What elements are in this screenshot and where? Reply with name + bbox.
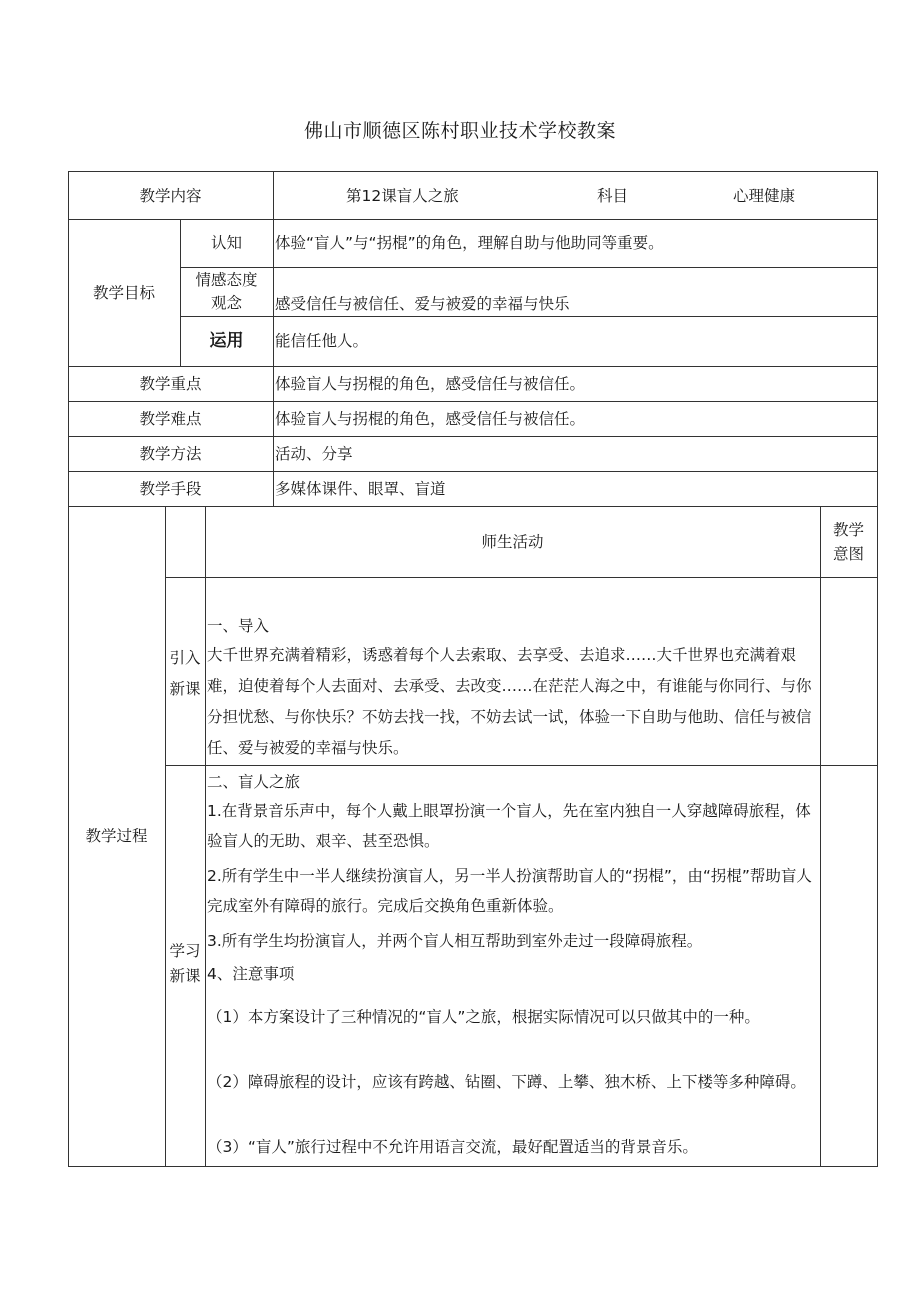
col-line [165,506,166,1166]
row-line [68,506,878,507]
objective-emotion-text: 感受信任与被信任、爱与被爱的幸福与快乐 [275,295,570,313]
means-text: 多媒体课件、眼罩、盲道 [275,480,446,498]
subject-label: 科目 [597,187,629,205]
row-line [68,219,878,220]
process-label: 教学过程 [85,827,148,845]
row-line [180,316,878,317]
learn-label: 学习 [169,942,201,960]
row-line [165,577,878,578]
content-label: 教学内容 [139,187,202,205]
row-line [165,765,878,766]
note-item: （2）障碍旅程的设计，应该有跨越、钻圈、下蹲、上攀、独木桥、上下楼等多种障碍。 [207,1073,806,1091]
objective-apply-text: 能信任他人。 [275,332,369,350]
learn-label: 新课 [169,967,201,985]
col-line [273,171,274,506]
intro-body: 大千世界充满着精彩，诱惑着每个人去索取、去享受、去追求……大千世界也充满着艰难，迫使着每个人去面对、去承受、去改变……在茫茫人海之中，有谁能与你同行、与你分担忧愁、与你快乐？不妨去找一找，不妨去试一试，体验一下自助与他助、信任与被信任、爱与被爱的幸福与快乐。 [207,646,812,757]
row-line [180,267,878,268]
objective-cognition-label: 认知 [210,234,242,252]
col-line [205,506,206,1166]
intro-heading: 一、导入 [207,617,270,635]
activity-header: 师生活动 [481,533,544,551]
intent-header: 意图 [832,545,864,563]
objective-cognition-text: 体验“盲人”与“拐棍”的角色，理解自助与他助同等重要。 [275,234,664,252]
row-line [68,401,878,402]
note-item: （3）“盲人”旅行过程中不允许用语言交流，最好配置适当的背景音乐。 [207,1138,698,1156]
row-line [68,366,878,367]
learn-step: 1.在背景音乐声中，每个人戴上眼罩扮演一个盲人，先在室内独自一人穿越障碍旅程，体验盲人的无助、艰辛、甚至恐惧。 [207,802,811,850]
intro-label: 新课 [169,680,201,698]
objective-apply-label: 运用 [209,331,244,351]
key-point-label: 教学重点 [139,375,202,393]
objective-emotion-label: 观念 [210,294,242,312]
means-label: 教学手段 [139,480,202,498]
difficulty-text: 体验盲人与拐棍的角色，感受信任与被信任。 [275,410,586,428]
col-line [877,171,878,1167]
difficulty-label: 教学难点 [139,410,202,428]
col-line [820,506,821,1166]
learn-step: 2.所有学生中一半人继续扮演盲人，另一半人扮演帮助盲人的“拐棍”，由“拐棍”帮助盲人完成室外有障碍的旅行。完成后交换角色重新体验。 [207,867,812,915]
learn-step: 3.所有学生均扮演盲人，并两个盲人相互帮助到室外走过一段障碍旅程。 [207,932,703,950]
col-line [68,171,69,1167]
document-title: 佛山市顺德区陈村职业技术学校教案 [303,120,616,142]
method-text: 活动、分享 [275,445,353,463]
intro-label: 引入 [169,649,201,667]
row-line [68,436,878,437]
method-label: 教学方法 [139,445,202,463]
objectives-label: 教学目标 [92,284,155,302]
lesson-title: 第12课盲人之旅 [346,187,459,205]
subject-value: 心理健康 [733,187,796,205]
learn-heading: 二、盲人之旅 [207,773,301,791]
notes-heading: 4、注意事项 [207,965,295,983]
row-line [68,471,878,472]
row-line [68,1166,878,1167]
intent-header: 教学 [832,521,864,539]
row-line [68,171,878,172]
objective-emotion-label: 情感态度 [195,271,258,289]
key-point-text: 体验盲人与拐棍的角色，感受信任与被信任。 [275,375,586,393]
note-item: （1）本方案设计了三种情况的“盲人”之旅，根据实际情况可以只做其中的一种。 [207,1008,760,1026]
